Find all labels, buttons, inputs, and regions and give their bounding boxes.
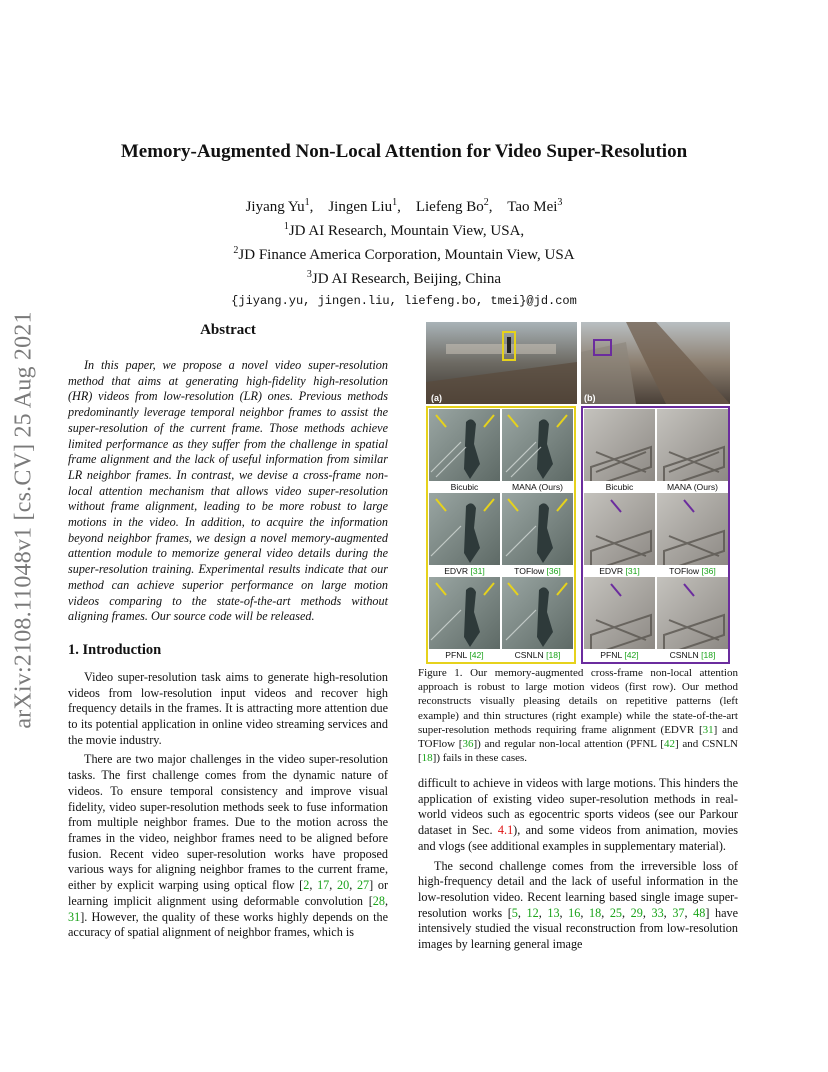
- citation-link[interactable]: 28: [372, 893, 385, 908]
- citation-link[interactable]: 2: [303, 878, 310, 893]
- citation-link[interactable]: 5: [511, 905, 518, 920]
- citation-link[interactable]: 16: [568, 905, 581, 920]
- label-csnln-b: CSNLN [18]: [669, 650, 716, 660]
- citation-link[interactable]: 20: [337, 878, 350, 893]
- label-toflow-a: TOFlow [36]: [514, 566, 561, 576]
- authors-block: [70, 193, 738, 311]
- citation-link[interactable]: 31: [702, 723, 714, 736]
- right-column: [418, 776, 738, 953]
- label-csnln-a: CSNLN [18]: [514, 650, 561, 660]
- figure-1: [426, 322, 730, 664]
- arxiv-id: arXiv:2108.11048v1 [cs.CV] 25 Aug 2021: [10, 311, 37, 729]
- label-mana-b: MANA (Ours): [666, 482, 719, 492]
- affiliation: $^2$JD Finance America Corporation, Mountain View, USA: [233, 245, 575, 263]
- arxiv-banner: [2, 285, 46, 755]
- label-bicubic-b: Bicubic: [605, 482, 634, 492]
- citation-link[interactable]: 31: [68, 909, 81, 924]
- right-paragraph-1: difficult to achieve in videos with large motions. This hinders the application of existing video super-resolution methods in real-world videos such as egocentric sports videos (see our Parkour dataset in Sec. 4.1), and some videos from animation, movies and vlogs (see additional examples in supplementary material).: [418, 776, 738, 853]
- label-bicubic-a: Bicubic: [450, 482, 479, 492]
- citation-link[interactable]: 18: [589, 905, 602, 920]
- label-pfnl-a: PFNL [42]: [445, 650, 484, 660]
- affiliation: $^1$JD AI Research, Mountain View, USA,: [283, 221, 525, 239]
- author: Jiyang Yu$^1$,: [245, 197, 314, 215]
- author: Liefeng Bo$^2$,: [415, 197, 493, 215]
- label-edvr-a: EDVR [31]: [444, 566, 485, 576]
- abstract-text: In this paper, we propose a novel video super-resolution method that aims at generating high-fidelity high-resolution (HR) videos from low-resolution (LR) ones. Previous methods predominantly leverage temporal neighbor frames to assist the super-resolution of the current frame. Those methods achieve limited performance as they suffer from the challenge in spatial frame alignment and the lack of useful information from similar LR neighbor frames. In contrast, we devise a cross-frame non-local attention mechanism that allows video super-resolution without frame alignment, leading to be more robust to large motions in the video. In addition, to acquire the information beyond neighbor frames, we design a novel memory-augmented attention module to memorize general video details during the super-resolution training. Experimental results indicate that our method can achieve superior performance on large motion videos comparing to the state-of-the-art methods without aligning frames. Our source code will be released.: [68, 358, 388, 624]
- author-names: [70, 193, 738, 217]
- citation-link[interactable]: 27: [356, 878, 370, 893]
- citation-link[interactable]: 29: [630, 905, 643, 920]
- citation-link[interactable]: 13: [547, 905, 560, 920]
- author: Tao Mei$^3$: [507, 197, 563, 215]
- right-paragraph-2: The second challenge comes from the irreversible loss of high-frequency detail and the lack of useful information in the low-resolution video. Recent learning based single image super-resolution works [5, 12, 13, 16, 18, 25, 29, 33, 37, 48] have intensively studied the visual reconstruction from low-resolution images by learning general image: [418, 858, 738, 952]
- citation-link[interactable]: 25: [609, 905, 623, 920]
- citation-link[interactable]: 18: [421, 752, 433, 765]
- panel-a-crops: [429, 409, 573, 649]
- citation-link[interactable]: 37: [672, 905, 685, 920]
- panel-b-crops: [584, 409, 728, 655]
- citation-link[interactable]: 33: [651, 905, 664, 920]
- figure-image: [426, 322, 730, 664]
- label-toflow-b: TOFlow [36]: [669, 566, 716, 576]
- label-edvr-b: EDVR [31]: [599, 566, 640, 576]
- left-column: [68, 322, 388, 941]
- citation-link[interactable]: 42: [663, 738, 675, 751]
- panel-b-label: (b): [584, 393, 596, 403]
- citation-link[interactable]: 36: [462, 738, 474, 751]
- paper-title: Memory-Augmented Non-Local Attention for Video Super-Resolution: [120, 141, 688, 162]
- citation-link[interactable]: 48: [693, 905, 706, 920]
- abstract-heading: Abstract: [200, 322, 256, 338]
- figure-caption: Figure 1. Our memory-augmented cross-frame non-local attention approach is robust to large motion videos (first row). Our method reconstructs visually pleasing details on repetitive patterns (left example) and thin structures (right example) while the state-of-the-art super-resolution methods requiring frame alignment (EDVR [31] and TOFlow [36]) and regular non-local attention (PFNL [42] and CSNLN [18]) fails in these cases.: [418, 667, 739, 765]
- author: Jingen Liu$^1$,: [328, 197, 401, 215]
- intro-paragraph-2: There are two major challenges in the video super-resolution tasks. The first challenge comes from the dynamic nature of videos. To ensure temporal consistency and improve visual fidelity, video super-resolution methods seek to fuse information from multiple neighbor frames. Due to the motion across the frames in the video, neighbor frames need to be aligned before fusion. Recent video super-resolution works have proposed various ways for aligning neighbor frames to the current frame, either by explicit warping using optical flow [2, 17, 20, 27] or learning implicit alignment using deformable convolution [28, 31]. However, the quality of these works highly depends on the accuracy of spatial alignment of neighbor frames, which is: [68, 752, 389, 940]
- label-pfnl-b: PFNL [42]: [600, 650, 639, 660]
- panel-a-label: (a): [431, 393, 442, 403]
- citation-link[interactable]: 12: [526, 905, 539, 920]
- affiliation: $^3$JD AI Research, Beijing, China: [306, 269, 502, 287]
- section-link[interactable]: 4.1: [497, 823, 514, 838]
- author-emails: {jiyang.yu, jingen.liu, liefeng.bo, tmei}@jd.com: [231, 294, 577, 308]
- citation-link[interactable]: 17: [317, 878, 330, 893]
- label-mana-a: MANA (Ours): [511, 482, 564, 492]
- intro-paragraph-1: Video super-resolution task aims to generate high-resolution videos from low-resolution input videos and recover high frequency details in the frames. It is attracting more attention due to its potential application in online video streaming services and the movie industry.: [68, 669, 388, 747]
- intro-heading: 1. Introduction: [68, 641, 162, 658]
